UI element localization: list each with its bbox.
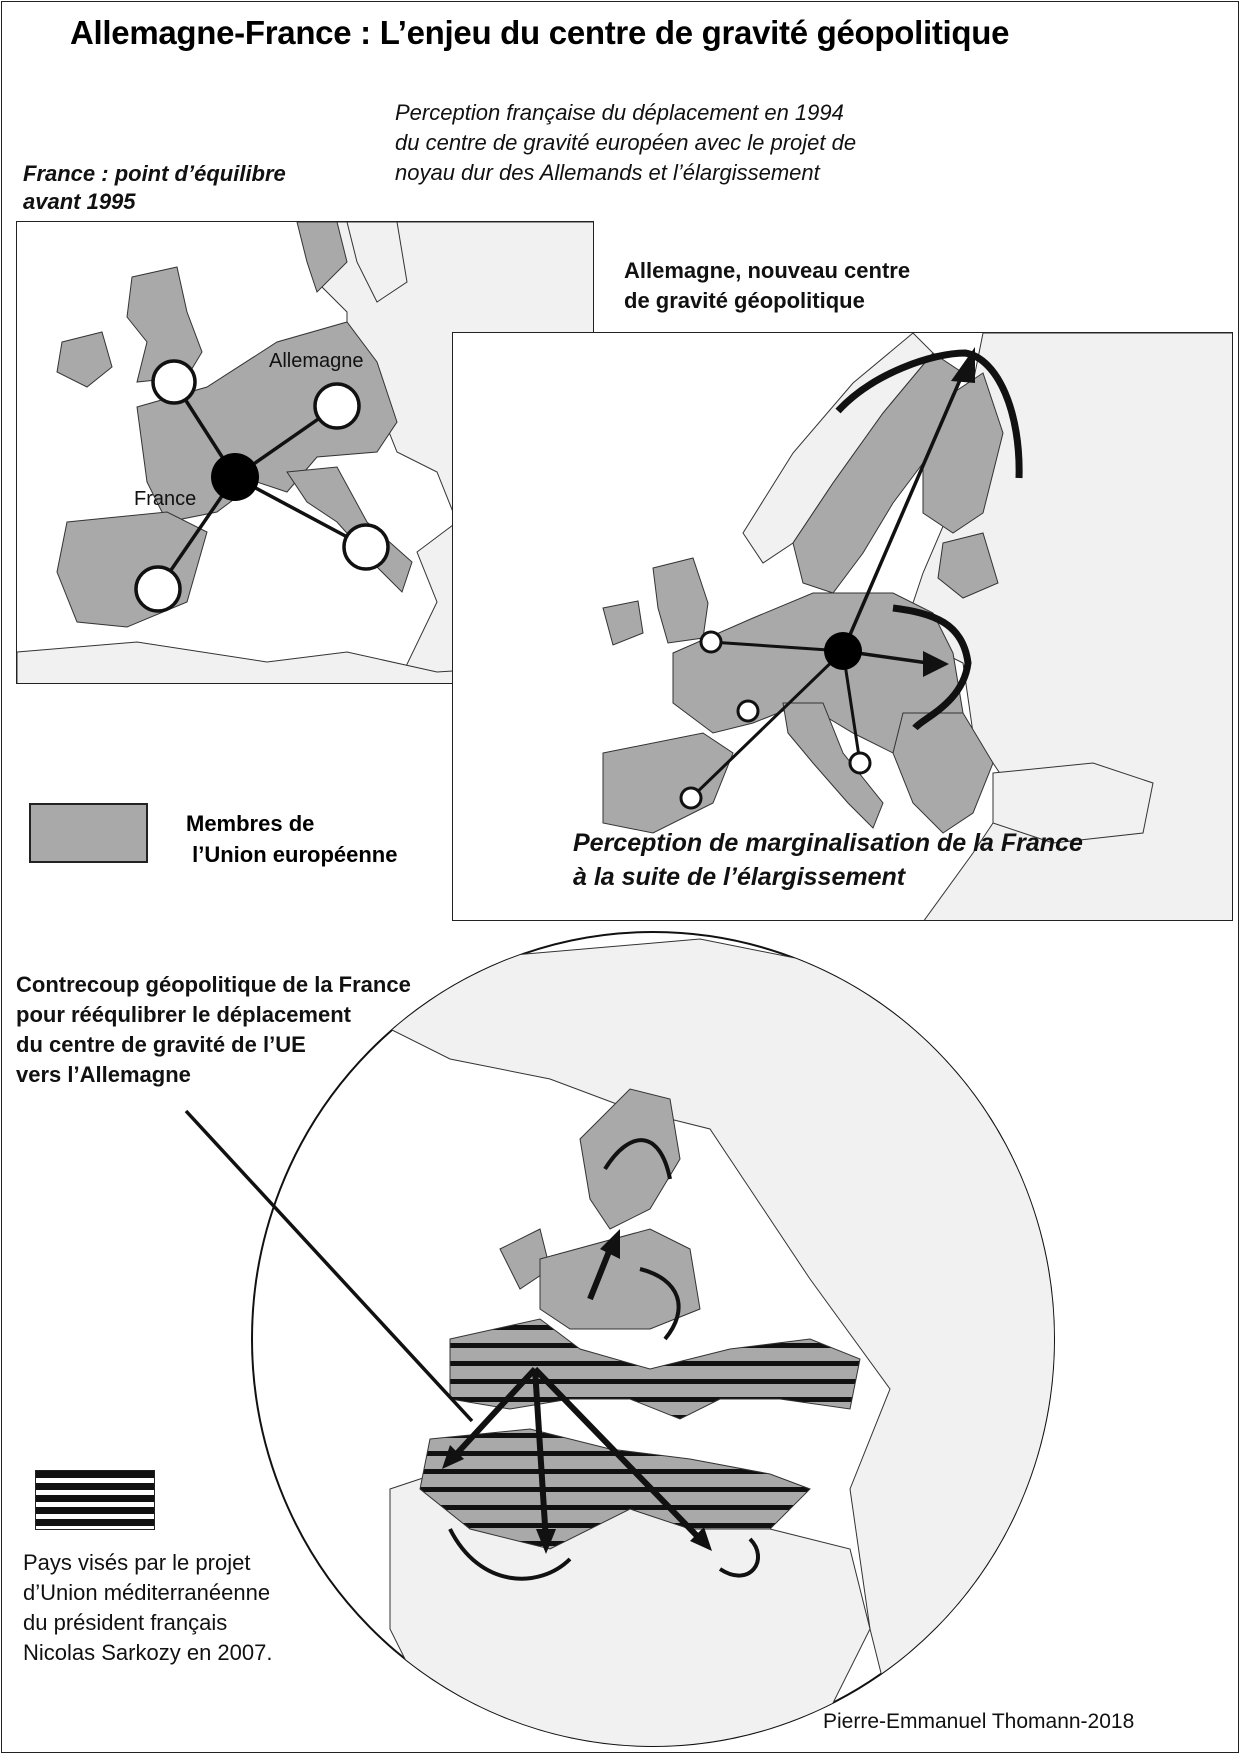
globe-caption-line: Contrecoup géopolitique de la France xyxy=(16,972,411,997)
marginalisation-line: à la suite de l’élargissement xyxy=(573,863,906,891)
label-allemagne: Allemagne xyxy=(269,350,364,372)
globe-caption-line: vers l’Allemagne xyxy=(16,1062,191,1087)
subtitle-line: noyau dur des Allemands et l’élargissement xyxy=(395,160,820,185)
subtitle-line: Perception française du déplacement en 1994 xyxy=(395,100,844,125)
legend-med-label xyxy=(23,1548,323,1668)
map2-caption-line: Allemagne, nouveau centre xyxy=(624,258,911,283)
legend-med-swatch xyxy=(35,1470,155,1530)
page-title: Allemagne-France : L’enjeu du centre de gravité géopolitique xyxy=(70,14,1010,51)
legend-med-line: d’Union méditerranéenne xyxy=(23,1580,271,1605)
marginalisation-line: Perception de marginalisation de la France xyxy=(573,829,1083,857)
map2-caption-line: de gravité géopolitique xyxy=(624,288,865,313)
map1-caption-line: avant 1995 xyxy=(23,189,136,214)
legend-med-line: Nicolas Sarkozy en 2007. xyxy=(23,1640,273,1665)
legend-eu-line: l’Union européenne xyxy=(186,842,398,867)
legend-med-line: du président français xyxy=(23,1610,228,1635)
legend-med-line: Pays visés par le projet xyxy=(23,1550,251,1575)
subtitle-line: du centre de gravité européen avec le projet de xyxy=(395,130,857,155)
legend-eu-line: Membres de xyxy=(186,811,315,836)
globe-caption-line: du centre de gravité de l’UE xyxy=(16,1032,306,1057)
globe-caption-line: pour rééqulibrer le déplacement xyxy=(16,1002,351,1027)
map1-caption-line: France : point d’équilibre xyxy=(23,161,286,186)
label-france: France xyxy=(134,488,197,510)
author-credit: Pierre-Emmanuel Thomann-2018 xyxy=(823,1710,1135,1733)
